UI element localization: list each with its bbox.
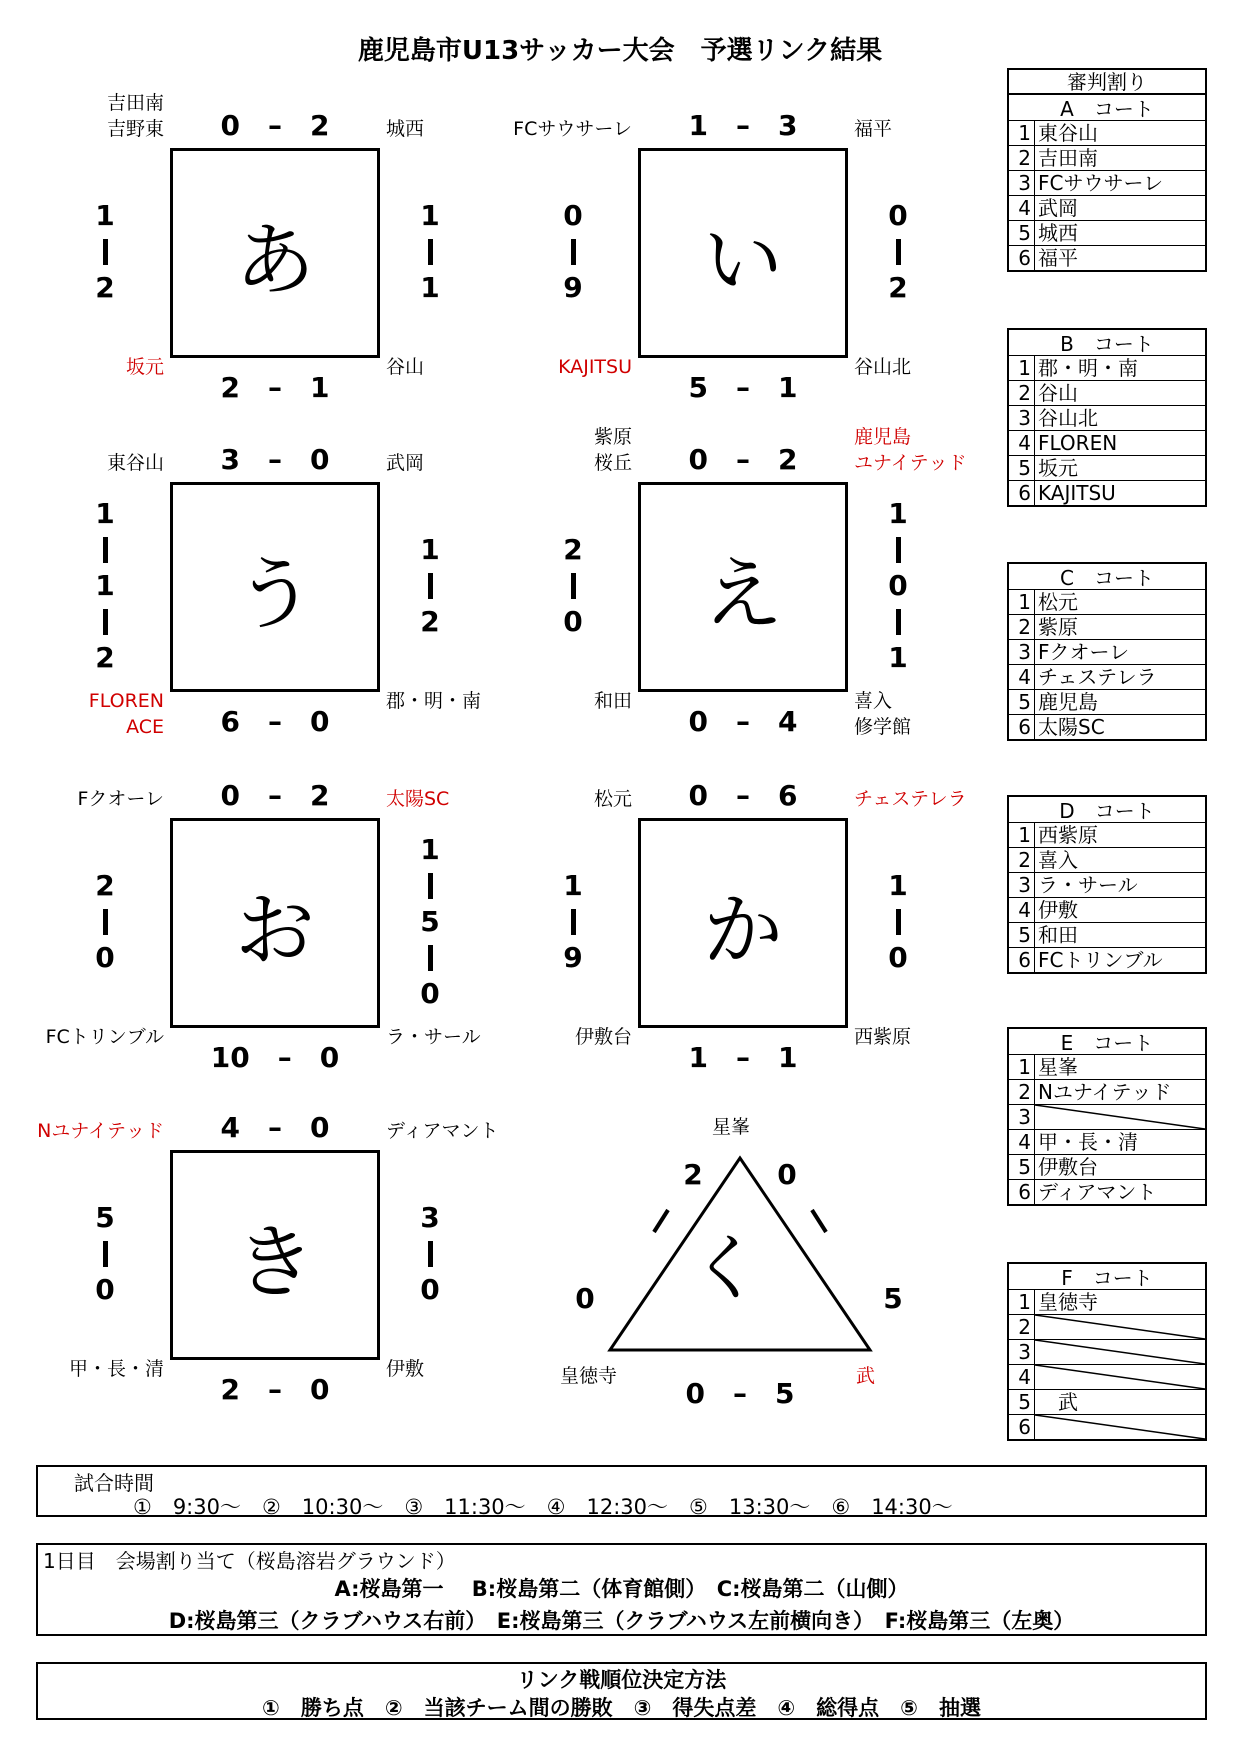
court-row — [1009, 947, 1205, 972]
team-name-bl: ACE — [126, 716, 164, 738]
court-name: A コート — [1060, 97, 1154, 121]
team-name: 伊敷 — [1038, 898, 1078, 922]
team-name: ラ・サール — [1038, 873, 1138, 897]
team-name-tr: 城西 — [386, 118, 425, 140]
team-name: FLOREN — [1038, 431, 1118, 455]
court-row — [1009, 120, 1205, 145]
score-dash — [103, 239, 108, 265]
team-right: 武 — [856, 1365, 876, 1387]
score-dash — [571, 909, 576, 935]
team-name: 武 — [1038, 1390, 1078, 1414]
team-name-tl: 桜丘 — [593, 452, 632, 474]
side-score-left: 5 — [95, 1201, 115, 1234]
side-score-left: 0 — [563, 199, 583, 232]
team-name: 城西 — [1038, 221, 1078, 245]
score-left-bottom: 0 — [575, 1282, 595, 1315]
team-name-br: 谷山北 — [854, 356, 912, 378]
team-name-tl: Nユナイテッド — [37, 1120, 164, 1142]
row-number: 4 — [1009, 665, 1035, 689]
score-dash — [896, 239, 901, 265]
team-name-tl: Fクオーレ — [77, 788, 164, 810]
row-number: 4 — [1009, 1365, 1035, 1389]
team-name: 喜入 — [1038, 848, 1078, 872]
rink-kana: え — [703, 547, 783, 641]
score-dash — [103, 609, 108, 635]
team-name-bl: KAJITSU — [558, 356, 632, 378]
team-name: 星峯 — [1038, 1055, 1078, 1079]
team-name-br: 伊敷 — [386, 1358, 425, 1380]
team-name-bl: FLOREN — [88, 690, 164, 712]
court-row — [1009, 714, 1205, 739]
side-score-right: 0 — [420, 977, 440, 1010]
court-row — [1009, 822, 1205, 847]
score-dash — [428, 873, 433, 899]
score-dash — [103, 909, 108, 935]
court-row — [1009, 1314, 1205, 1339]
team-name-tl: 東谷山 — [106, 452, 164, 474]
court-table — [1007, 93, 1207, 272]
side-score-right: 1 — [420, 271, 440, 304]
team-name: Nユナイテッド — [1038, 1080, 1172, 1104]
team-name-bl: FCトリンブル — [45, 1026, 164, 1048]
team-name-tr: 福平 — [854, 118, 893, 140]
row-number: 3 — [1009, 1340, 1035, 1364]
score-bottom: 2 – 0 — [220, 1373, 330, 1406]
rink-box — [170, 818, 380, 1028]
court-table — [1007, 562, 1207, 741]
court-row — [1009, 1154, 1205, 1179]
side-score-left: 2 — [95, 869, 115, 902]
score-top: 4 – 0 — [220, 1111, 330, 1144]
team-name: 東谷山 — [1038, 121, 1098, 145]
score-dash — [103, 1241, 108, 1267]
empty-slot-slash — [1035, 1365, 1205, 1389]
court-row — [1009, 1129, 1205, 1154]
row-number: 6 — [1009, 715, 1035, 739]
side-score-right: 0 — [888, 569, 908, 602]
team-name: 紫原 — [1038, 615, 1078, 639]
row-number: 5 — [1009, 221, 1035, 245]
side-score-left: 0 — [95, 941, 115, 974]
row-number: 6 — [1009, 246, 1035, 270]
row-number: 2 — [1009, 615, 1035, 639]
venue-label: 1日目 会場割り当て（桜島溶岩グラウンド） — [43, 1549, 456, 1573]
team-name: 郡・明・南 — [1038, 356, 1138, 380]
court-row — [1009, 1289, 1205, 1314]
team-name: ディアマント — [1038, 1180, 1157, 1204]
row-number: 4 — [1009, 196, 1035, 220]
team-name: 谷山 — [1038, 381, 1078, 405]
team-name-br: ラ・サール — [386, 1026, 481, 1048]
team-name: チェステレラ — [1038, 665, 1157, 689]
court-row — [1009, 1339, 1205, 1364]
score-bottom: 0 – 4 — [688, 705, 798, 738]
side-score-right: 2 — [420, 605, 440, 638]
row-number: 3 — [1009, 406, 1035, 430]
court-row — [1009, 1389, 1205, 1414]
court-row — [1009, 1364, 1205, 1389]
team-name-br: 郡・明・南 — [386, 690, 482, 712]
rink-box — [638, 818, 848, 1028]
side-score-left: 9 — [563, 271, 583, 304]
court-row — [1009, 897, 1205, 922]
row-number: 2 — [1009, 1315, 1035, 1339]
team-name-tl: 松元 — [593, 788, 632, 810]
row-number: 1 — [1009, 121, 1035, 145]
score-top: 0 – 2 — [220, 779, 330, 812]
court-row — [1009, 689, 1205, 714]
side-score-left: 1 — [95, 497, 115, 530]
match-times-list: ① 9:30～ ② 10:30～ ③ 11:30～ ④ 12:30～ ⑤ 13:30～ ⑥ 14:30～ — [133, 1495, 953, 1519]
court-row — [1009, 639, 1205, 664]
side-score-left: 0 — [563, 605, 583, 638]
side-score-right: 3 — [420, 1201, 440, 1234]
team-name: 武岡 — [1038, 196, 1078, 220]
venue-line-2: D:桜島第三（クラブハウス右前） E:桜島第三（クラブハウス左前横向き） F:桜島第三（左奥） — [168, 1609, 1075, 1633]
team-name-br: 西紫原 — [854, 1026, 912, 1048]
match-times-label: 試合時間 — [74, 1471, 154, 1495]
court-row — [1009, 1104, 1205, 1129]
score-bottom: 6 – 0 — [220, 705, 330, 738]
row-number: 3 — [1009, 873, 1035, 897]
court-row — [1009, 430, 1205, 455]
score-dash — [428, 1241, 433, 1267]
team-name: 西紫原 — [1038, 823, 1098, 847]
team-name-bl: 甲・長・清 — [68, 1358, 164, 1380]
court-table — [1007, 1262, 1207, 1441]
score-dash — [896, 537, 901, 563]
court-row — [1009, 355, 1205, 380]
score-top: 1 – 3 — [688, 109, 798, 142]
rink-box — [170, 148, 380, 358]
court-name: C コート — [1060, 566, 1154, 590]
court-row — [1009, 455, 1205, 480]
side-score-right: 0 — [420, 1273, 440, 1306]
score-dash — [896, 609, 901, 635]
court-table — [1007, 328, 1207, 507]
row-number: 6 — [1009, 1180, 1035, 1204]
empty-slot-slash — [1035, 1315, 1205, 1339]
score-top: 0 – 2 — [688, 443, 798, 476]
side-score-right: 1 — [420, 199, 440, 232]
court-row — [1009, 220, 1205, 245]
row-number: 1 — [1009, 823, 1035, 847]
team-name-br: 谷山 — [386, 356, 425, 378]
rink-kana: お — [235, 883, 315, 977]
score-dash — [896, 909, 901, 935]
side-score-left: 1 — [95, 569, 115, 602]
team-name: FCサウサーレ — [1038, 171, 1164, 195]
score-dash — [428, 239, 433, 265]
score-dash — [428, 573, 433, 599]
row-number: 3 — [1009, 1105, 1035, 1129]
empty-slot-slash — [1035, 1340, 1205, 1364]
score-dash — [571, 573, 576, 599]
row-number: 2 — [1009, 1080, 1035, 1104]
score-right-top: 0 — [777, 1158, 797, 1191]
court-table — [1007, 1027, 1207, 1206]
row-number: 2 — [1009, 381, 1035, 405]
score-top: 0 – 6 — [688, 779, 798, 812]
ranking-line: ① 勝ち点 ② 当該チーム間の勝敗 ③ 得失点差 ④ 総得点 ⑤ 抽選 — [262, 1696, 981, 1720]
side-score-left: 1 — [95, 199, 115, 232]
court-row — [1009, 589, 1205, 614]
team-name-tr: 武岡 — [386, 452, 425, 474]
court-row — [1009, 614, 1205, 639]
rink-kana: く — [690, 1226, 763, 1310]
row-number: 5 — [1009, 690, 1035, 714]
court-row — [1009, 922, 1205, 947]
court-row — [1009, 145, 1205, 170]
empty-slot-slash — [1035, 1105, 1205, 1129]
team-name: 皇徳寺 — [1038, 1290, 1098, 1314]
team-name: Fクオーレ — [1038, 640, 1130, 664]
court-row — [1009, 664, 1205, 689]
team-name-tr: チェステレラ — [854, 788, 967, 810]
court-row — [1009, 1079, 1205, 1104]
team-name-tr: ユナイテッド — [854, 452, 967, 474]
rink-box — [170, 482, 380, 692]
row-number: 1 — [1009, 1290, 1035, 1314]
rink-box — [638, 482, 848, 692]
side-score-left: 2 — [95, 271, 115, 304]
team-name-br: 修学館 — [854, 716, 912, 738]
score-bottom: 0 – 5 — [685, 1377, 795, 1410]
rink-box — [170, 1150, 380, 1360]
row-number: 4 — [1009, 431, 1035, 455]
team-top: 星峯 — [712, 1116, 751, 1138]
team-name-tr: 太陽SC — [386, 788, 450, 810]
court-name: E コート — [1060, 1031, 1154, 1055]
court-row — [1009, 245, 1205, 270]
score-bottom: 1 – 1 — [688, 1041, 798, 1074]
row-number: 1 — [1009, 590, 1035, 614]
team-name: 鹿児島 — [1038, 690, 1098, 714]
score-bottom: 5 – 1 — [688, 371, 798, 404]
side-score-left: 2 — [95, 641, 115, 674]
side-score-right: 1 — [888, 641, 908, 674]
score-top: 0 – 2 — [220, 109, 330, 142]
team-name-tr: ディアマント — [386, 1120, 499, 1142]
side-score-right: 1 — [420, 533, 440, 566]
team-name-bl: 伊敷台 — [574, 1026, 632, 1048]
row-number: 5 — [1009, 1390, 1035, 1414]
side-score-right: 0 — [888, 199, 908, 232]
court-row — [1009, 405, 1205, 430]
court-table — [1007, 795, 1207, 974]
court-row — [1009, 1179, 1205, 1204]
court-name: F コート — [1061, 1266, 1153, 1290]
row-number: 5 — [1009, 1155, 1035, 1179]
team-name-tl: 吉野東 — [106, 118, 164, 140]
team-name: 和田 — [1038, 923, 1078, 947]
left-score-dash — [654, 1210, 668, 1232]
side-score-left: 0 — [95, 1273, 115, 1306]
row-number: 4 — [1009, 898, 1035, 922]
side-score-left: 2 — [563, 533, 583, 566]
team-name: 坂元 — [1038, 456, 1078, 480]
side-score-left: 1 — [563, 869, 583, 902]
row-number: 5 — [1009, 456, 1035, 480]
empty-slot-slash — [1035, 1415, 1205, 1439]
court-row — [1009, 872, 1205, 897]
side-score-right: 1 — [420, 833, 440, 866]
score-left-top: 2 — [683, 1158, 703, 1191]
team-name-tl: 吉田南 — [106, 92, 164, 114]
rink-kana: き — [235, 1215, 315, 1309]
ranking-title: リンク戦順位決定方法 — [516, 1668, 727, 1692]
rink-kana: う — [235, 547, 315, 641]
rink-box — [638, 148, 848, 358]
score-dash — [571, 239, 576, 265]
row-number: 2 — [1009, 848, 1035, 872]
side-score-right: 1 — [888, 497, 908, 530]
ranking-box — [36, 1662, 1207, 1720]
row-number: 1 — [1009, 356, 1035, 380]
court-row — [1009, 847, 1205, 872]
court-name: B コート — [1060, 332, 1154, 356]
team-name-br: 喜入 — [854, 690, 893, 712]
court-row — [1009, 1414, 1205, 1439]
side-score-right: 2 — [888, 271, 908, 304]
team-name: 甲・長・清 — [1038, 1130, 1138, 1154]
court-name: D コート — [1059, 799, 1155, 823]
side-score-right: 0 — [888, 941, 908, 974]
row-number: 1 — [1009, 1055, 1035, 1079]
court-row — [1009, 170, 1205, 195]
row-number: 6 — [1009, 481, 1035, 505]
page-title: 鹿児島市U13サッカー大会 予選リンク結果 — [357, 36, 883, 66]
score-top: 3 – 0 — [220, 443, 330, 476]
score-bottom: 2 – 1 — [220, 371, 330, 404]
court-row — [1009, 195, 1205, 220]
side-score-right: 5 — [420, 905, 440, 938]
rink-kana: い — [703, 213, 783, 307]
side-score-right: 1 — [888, 869, 908, 902]
team-left: 皇徳寺 — [560, 1365, 618, 1387]
team-name: 松元 — [1038, 590, 1078, 614]
row-number: 4 — [1009, 1130, 1035, 1154]
team-name: 吉田南 — [1038, 146, 1098, 170]
score-dash — [103, 537, 108, 563]
venue-line-1: A:桜島第一 B:桜島第二（体育館側） C:桜島第二（山側） — [334, 1577, 909, 1601]
court-row — [1009, 380, 1205, 405]
team-name-bl: 坂元 — [125, 356, 164, 378]
side-score-left: 9 — [563, 941, 583, 974]
row-number: 5 — [1009, 923, 1035, 947]
match-times-box — [36, 1465, 1207, 1517]
team-name: 伊敷台 — [1038, 1155, 1098, 1179]
team-name: KAJITSU — [1038, 481, 1116, 505]
rink-kana: あ — [235, 213, 315, 307]
venue-box — [36, 1543, 1207, 1636]
team-name-tr: 鹿児島 — [854, 426, 912, 448]
team-name: FCトリンブル — [1038, 948, 1163, 972]
court-row — [1009, 480, 1205, 505]
team-name-tl: FCサウサーレ — [513, 118, 632, 140]
team-name-bl: 和田 — [593, 690, 632, 712]
rink-kana: か — [703, 883, 783, 977]
score-dash — [428, 945, 433, 971]
row-number: 6 — [1009, 1415, 1035, 1439]
team-name-tl: 紫原 — [593, 426, 632, 448]
right-score-dash — [812, 1210, 826, 1232]
score-right-bottom: 5 — [883, 1282, 903, 1315]
court-row — [1009, 1054, 1205, 1079]
referee-title: 審判割り — [1007, 68, 1207, 93]
row-number: 3 — [1009, 640, 1035, 664]
team-name: 福平 — [1038, 246, 1078, 270]
team-name: 太陽SC — [1038, 715, 1105, 739]
score-bottom: 10 – 0 — [210, 1041, 340, 1074]
row-number: 2 — [1009, 146, 1035, 170]
row-number: 3 — [1009, 171, 1035, 195]
team-name: 谷山北 — [1038, 406, 1098, 430]
row-number: 6 — [1009, 948, 1035, 972]
